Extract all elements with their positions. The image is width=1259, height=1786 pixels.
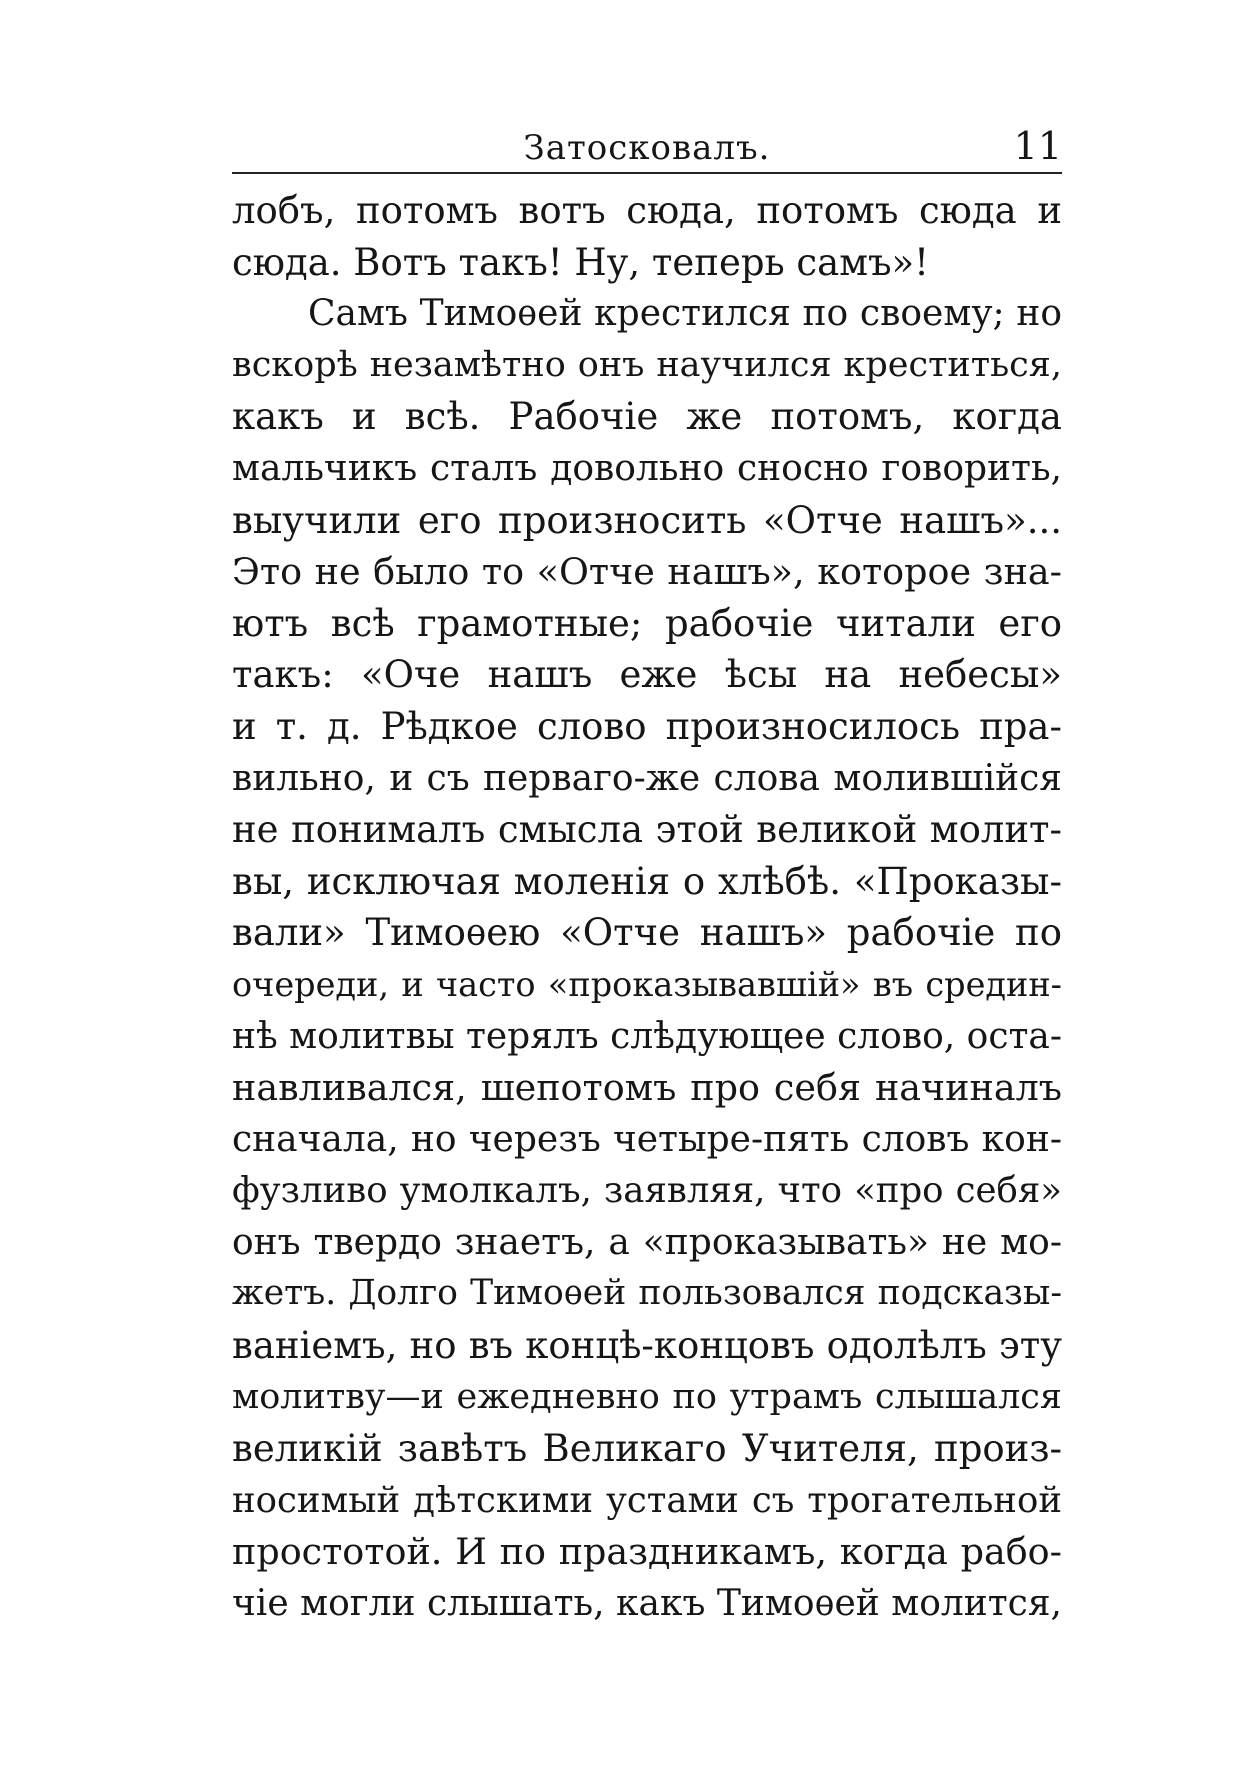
text-line: выучили его произносить «Отче нашъ»... [232,498,1062,542]
text-line: очереди, и часто «проказывавшій» въ средин- [232,964,1062,1004]
text-line: ваніемъ, но въ концѣ-концовъ одолѣлъ эту [232,1324,1062,1368]
paragraph-start-line: Самъ Тимоѳей крестился по своему; но [308,293,1062,335]
text-line: молитву—и ежедневно по утрамъ слышался [232,1376,1062,1417]
text-line: ютъ всѣ грамотные; рабочіе читали его [232,601,1062,645]
running-head [232,118,1062,174]
body-text [232,185,1062,1630]
text-line: чіе могли слышать, какъ Тимоѳей молится, [232,1583,1062,1625]
text-line: такъ: «Оче нашъ еже ѣсы на небесы» [232,653,1062,697]
page-number: 11 [1013,124,1062,168]
text-line: великій завѣтъ Великаго Учителя, произ- [232,1427,1062,1471]
text-line: лобъ, потомъ вотъ сюда, потомъ сюда и [232,189,1062,232]
text-line: вы, исключая моленія о хлѣбѣ. «Проказы- [232,859,1062,903]
text-line: сюда. Вотъ такъ! Ну, теперь самъ»! [232,240,930,284]
text-line: простотой. И по праздникамъ, когда рабо- [232,1530,1062,1574]
text-line: не понималъ смысла этой великой молит- [232,808,1062,852]
text-line: Это не было то «Отче нашъ», которое зна- [232,550,1062,594]
text-line: фузливо умолкалъ, заявляя, что «про себя» [232,1170,1062,1212]
text-line: вали» Тимоѳею «Отче нашъ» рабочіе по [232,911,1062,955]
text-line: вильно, и съ перваго-же слова молившійся [232,757,1062,799]
text-line: вскорѣ незамѣтно онъ научился креститься, [232,344,1062,385]
text-line: онъ твердо знаетъ, а «проказывать» не мо- [232,1221,1062,1263]
text-line: навливался, шепотомъ про себя начиналъ [232,1066,1062,1110]
text-line: и т. д. Рѣдкое слово произносилось пра- [232,704,1062,748]
text-line: носимый дѣтскими устами съ трогательной [232,1479,1062,1521]
text-line: какъ и всѣ. Рабочіе же потомъ, когда [232,395,1062,439]
text-line: нѣ молитвы терялъ слѣдующее слово, оста- [232,1015,1062,1057]
text-line: мальчикъ сталъ довольно сносно говорить, [232,447,1062,489]
header-rule [232,172,1062,174]
running-title: Затосковалъ. [523,128,771,168]
text-line: жетъ. Долго Тимоѳей пользовался подсказы- [232,1273,1062,1314]
text-line: сначала, но черезъ четыре-пять словъ кон- [232,1118,1062,1160]
